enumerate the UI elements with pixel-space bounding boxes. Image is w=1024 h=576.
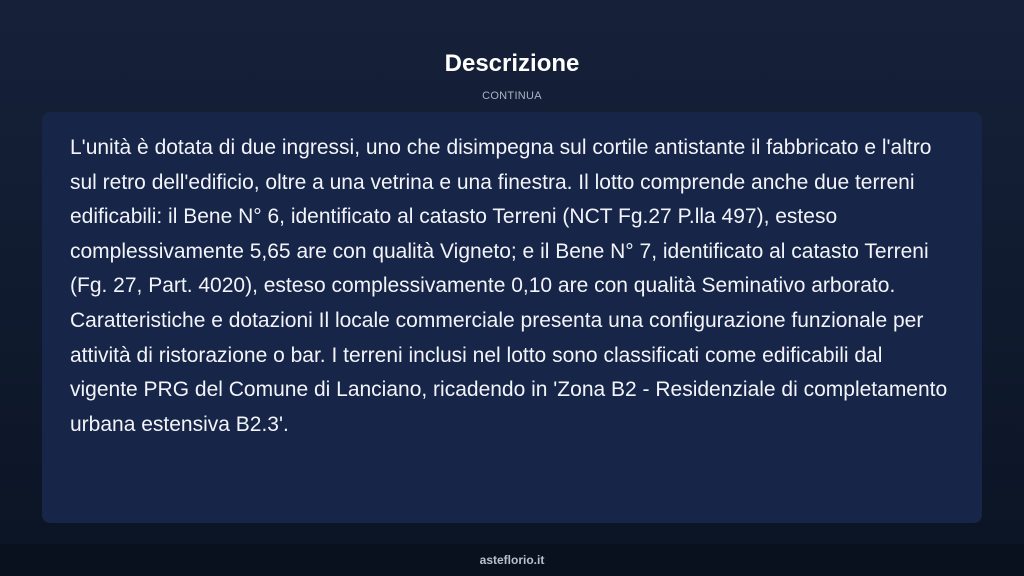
footer-bar [0,544,1024,576]
slide-header [0,0,1024,112]
description-card [42,112,982,523]
page-title: Descrizione [444,50,580,77]
footer-brand: asteflorio.it [479,553,545,567]
continuation-label: CONTINUA [482,90,542,102]
description-text: L'unità è dotata di due ingressi, uno che disimpegna sul cortile antistante il fabbricato e l'altro sul retro dell'edificio, oltre a una vetrina e una finestra. Il lotto comprende anche due terreni edificabili: il Bene N° 6, identificato al catasto Terreni (NCT Fg.27 P.lla 497), esteso complessivamente 5,65 are con qualità Vigneto; e il Bene N° 7, identificato al catasto Terreni (Fg. 27, Part. 4020), esteso complessivamente 0,10 are con qualità Seminativo arborato. Caratteristiche e dotazioni Il locale commerciale presenta una configurazione funzionale per attività di ristorazione o bar. I terreni inclusi nel lotto sono classificati come edificabili dal vigente PRG del Comune di Lanciano, ricadendo in 'Zona B2 - Residenziale di completamento urbana estensiva B2.3'. [70,136,948,436]
